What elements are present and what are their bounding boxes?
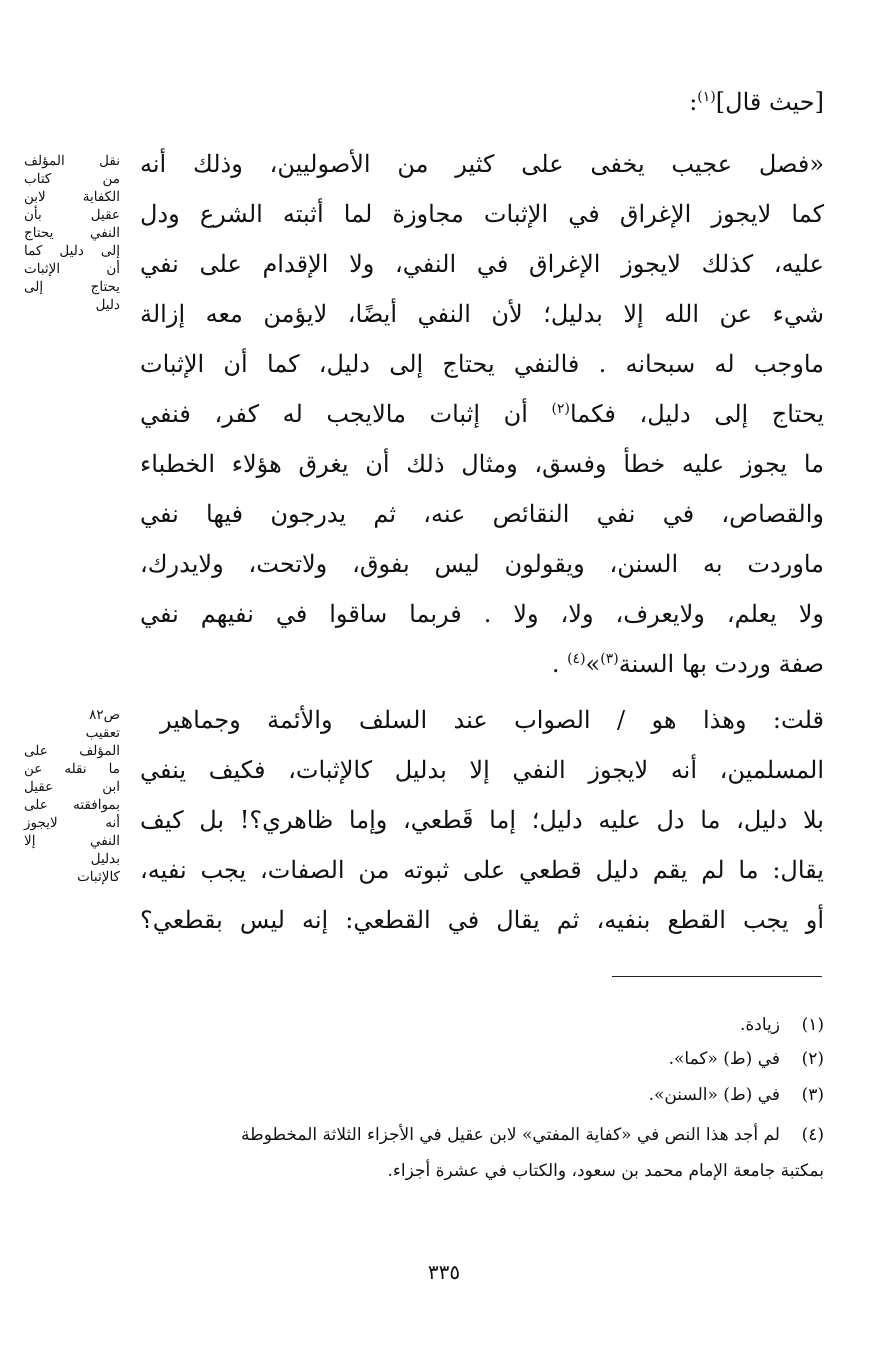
text-line: ماوردت به السنن، ويقولون ليس بفوق، ولاتحت، ولايدرك،: [140, 550, 824, 578]
footnote-number: (١): [801, 1015, 824, 1035]
text-line: المسلمين، أنه لايجوز النفي إلا بدليل كالإثبات، فكيف ينفي: [140, 756, 824, 784]
text-line: «فصل عجيب يخفى على كثير من الأصوليين، وذلك أنه: [140, 150, 824, 178]
page-number: ٣٣٥: [427, 1260, 461, 1284]
margin-note-line: بموافقته على: [24, 797, 120, 813]
footnote-4-continuation: بمكتبة جامعة الإمام محمد بن سعود، والكتاب في عشرة أجزاء.: [387, 1161, 824, 1181]
text-line: شيء عن الله إلا بدليل؛ لأن النفي أيضًا، لايؤمن معه إزالة: [140, 300, 824, 328]
margin-note-line: أنه لايجوز: [24, 815, 120, 831]
margin-note-line: إلى دليل كما: [24, 243, 120, 259]
footnote-2: [124, 1042, 824, 1076]
footnote-4: [124, 1118, 824, 1152]
margin-note-line: ابن عقيل: [24, 779, 120, 795]
closing-quote: »: [585, 650, 601, 678]
footnote-separator: [612, 976, 822, 977]
margin-note-line: المؤلف على: [24, 743, 120, 759]
margin-note-line: دليل: [95, 297, 120, 313]
text-line: ولا يعلم، ولايعرف، ولا، ولا . فربما ساقوا في نفيهم نفي: [140, 600, 824, 628]
text-line: يقال: ما لم يقم دليل قطعي على ثبوته من الصفات، يجب نفيه،: [140, 856, 824, 884]
footnote-3: [124, 1078, 824, 1112]
margin-note-line: تعقيب: [85, 725, 120, 741]
margin-note-line: نقل المؤلف: [24, 153, 120, 169]
footnote-text: لم أجد هذا النص في «كفاية المفتي» لابن عقيل في الأجزاء الثلاثة المخطوطة: [241, 1125, 780, 1145]
text-line: والقصاص، في نفي النقائص عنه، ثم يدرجون فيها نفي: [140, 500, 824, 528]
margin-note-2: [24, 706, 120, 886]
text-line: عليه، كذلك لايجوز الإغراق في النفي، ولا الإقدام على نفي: [140, 250, 824, 278]
text-line: بلا دليل، ما دل عليه دليل؛ إما قَطعي، وإما ظاهري؟! بل كيف: [140, 806, 824, 834]
text-segment: يحتاج إلى دليل، فكما: [569, 400, 825, 428]
margin-note-line: الكفاية لابن: [24, 189, 120, 205]
margin-note-line: يحتاج إلى: [24, 279, 120, 295]
margin-note-1: [24, 152, 120, 314]
margin-note-line: كالإثبات: [77, 869, 120, 885]
text-line: [140, 644, 824, 684]
footnote-text: زيادة.: [739, 1015, 780, 1035]
text-segment: صفة وردت بها السنة: [618, 650, 824, 678]
text-line: كما لايجوز الإغراق في الإثبات مجاوزة لما أثبته الشرع ودل: [140, 200, 824, 228]
footnote-text: في (ط) «السنن».: [648, 1085, 780, 1105]
text-segment: أن إثبات مالايجب له كفر، فنفي: [140, 400, 552, 428]
margin-note-line: أن الإثبات: [24, 261, 120, 277]
section-heading: [689, 82, 824, 122]
text-line: ما يجوز عليه خطأ وفسق، ومثال ذلك أن يغرق هؤلاء الخطباء: [140, 450, 824, 478]
footnote-ref-1: (١): [697, 89, 716, 105]
text-line: [140, 394, 824, 434]
footnote-number: (٢): [801, 1049, 824, 1069]
margin-note-line: ما نقله عن: [24, 761, 120, 777]
text-line: أو يجب القطع بنفيه، ثم يقال في القطعي: إنه ليس بقطعي؟: [140, 906, 824, 934]
text-line: قلت: وهذا هو / الصواب عند السلف والأئمة وجماهير: [160, 706, 824, 734]
margin-note-line: من كتاب: [24, 171, 120, 187]
footnote-ref-3: (٣): [600, 651, 619, 667]
text-segment: .: [551, 650, 568, 678]
margin-note-line: النفي يحتاج: [24, 225, 120, 241]
text-line: ماوجب له سبحانه . فالنفي يحتاج إلى دليل، كما أن الإثبات: [140, 350, 824, 378]
footnote-ref-2: (٢): [551, 401, 570, 417]
footnote-text: في (ط) «كما».: [668, 1049, 780, 1069]
footnote-ref-4: (٤): [567, 651, 586, 667]
heading-colon: :: [689, 88, 698, 116]
footnote-number: (٤): [801, 1125, 824, 1145]
margin-note-line: النفي إلا: [24, 833, 120, 849]
footnote-number: (٣): [801, 1085, 824, 1105]
page-reference: ص٨٢: [89, 707, 120, 723]
margin-note-line: بدليل: [90, 851, 120, 867]
margin-note-line: عقيل بأن: [24, 207, 120, 223]
footnote-1: [124, 1008, 824, 1042]
heading-text: [حيث قال]: [715, 88, 824, 116]
